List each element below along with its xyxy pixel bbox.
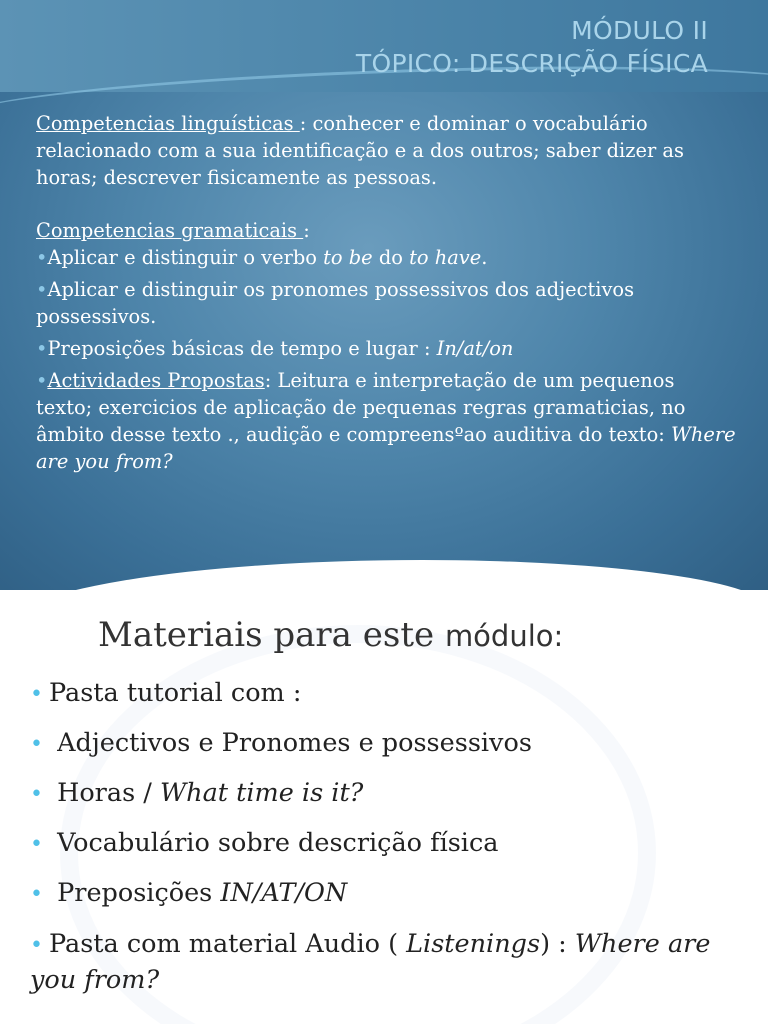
list-item: • Preposições IN/AT/ON bbox=[30, 878, 348, 908]
grammar-item-3: •Preposições básicas de tempo e lugar : In/at/on bbox=[36, 337, 514, 360]
materials-list bbox=[30, 669, 760, 998]
bullet-icon: • bbox=[30, 782, 43, 807]
slide-body bbox=[36, 110, 736, 475]
proposed-activities: •Actividades Propostas: Leitura e interpretação de um pequenos texto; exercicios de aplicação de pequenas regras gramaticias, no âmbito desse texto ., audição e compreensºao auditiva do texto: Where are you from? bbox=[36, 369, 736, 473]
list-item: • Pasta tutorial com : bbox=[30, 678, 302, 708]
list-item: • Pasta com material Audio ( Listenings) : Where are you from? bbox=[30, 929, 711, 995]
bullet-icon: • bbox=[36, 337, 48, 360]
slide-title bbox=[356, 14, 708, 80]
slide-bottom bbox=[0, 595, 768, 1024]
ling-heading: Competencias linguísticas bbox=[36, 112, 300, 135]
module-title: MÓDULO II bbox=[571, 16, 708, 45]
list-item: • Vocabulário sobre descrição física bbox=[30, 828, 499, 858]
bullet-icon: • bbox=[36, 369, 48, 392]
grammar-item-1: •Aplicar e distinguir o verbo to be do to have. bbox=[36, 246, 488, 269]
bullet-icon: • bbox=[30, 682, 43, 707]
list-item: • Horas / What time is it? bbox=[30, 778, 364, 808]
materials-title: Materiais para este módulo: bbox=[98, 615, 564, 655]
bullet-icon: • bbox=[36, 278, 48, 301]
bullet-icon: • bbox=[30, 933, 43, 958]
grammar-heading: Competencias gramaticais : bbox=[36, 219, 310, 242]
linguistic-competences bbox=[36, 110, 736, 191]
grammar-item-2: •Aplicar e distinguir os pronomes possessivos dos adjectivos possessivos. bbox=[36, 278, 635, 328]
list-item: • Adjectivos e Pronomes e possessivos bbox=[30, 728, 532, 758]
bullet-icon: • bbox=[30, 832, 43, 857]
bullet-icon: • bbox=[30, 882, 43, 907]
bullet-icon: • bbox=[30, 732, 43, 757]
bullet-icon: • bbox=[36, 246, 48, 269]
ling-text: : conhecer e dominar o vocabulário relacionado com a sua identificação e a dos outros; saber dizer as horas; descrever fisicamente as pessoas. bbox=[36, 112, 684, 189]
topic-title: TÓPICO: DESCRIÇÃO FÍSICA bbox=[355, 49, 708, 78]
